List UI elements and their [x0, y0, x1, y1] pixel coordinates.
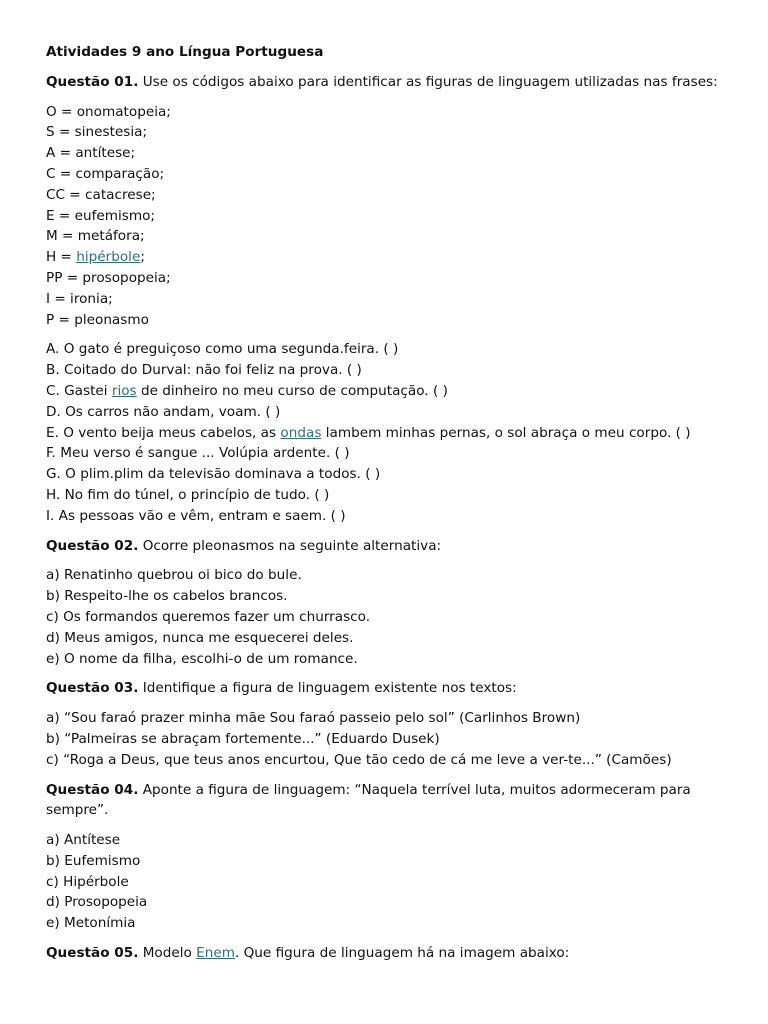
question-02-heading [46, 536, 722, 557]
option-item: d) Prosopopeia [46, 894, 148, 911]
phrase-suffix: lambem minhas pernas, o sol abraça o meu corpo. ( ) [321, 424, 691, 441]
phrase-item-c [46, 381, 722, 402]
option-item: c) Hipérbole [46, 873, 129, 890]
code-item: I = ironia; [46, 290, 113, 307]
code-item: E = eufemismo; [46, 207, 155, 224]
question-05-heading [46, 943, 722, 964]
phrase-suffix: de dinheiro no meu curso de computação. ( ) [136, 382, 448, 399]
code-item-hiperbole [46, 247, 722, 268]
question-01-heading [46, 72, 722, 93]
question-05-label: Questão 05. [46, 945, 139, 962]
phrase-item: G. O plim.plim da televisão dominava a todos. ( ) [46, 466, 381, 483]
question-03-heading [46, 678, 722, 699]
phrase-item-e [46, 423, 722, 444]
question-03-text: Identifique a figura de linguagem existente nos textos: [138, 680, 517, 697]
phrase-item: A. O gato é preguiçoso como uma segunda.feira. ( ) [46, 341, 399, 358]
question-02-options [46, 565, 722, 669]
phrase-item: H. No fim do túnel, o princípio de tudo. ( ) [46, 486, 330, 503]
phrase-prefix: E. O vento beija meus cabelos, as [46, 424, 281, 441]
phrases-list [46, 339, 722, 526]
question-03-label: Questão 03. [46, 680, 139, 697]
phrase-prefix: C. Gastei [46, 382, 112, 399]
option-item: a) “Sou faraó prazer minha mãe Sou faraó passeio pelo sol” (Carlinhos Brown) [46, 710, 581, 727]
question-02-label: Questão 02. [46, 537, 139, 554]
code-item: M = metáfora; [46, 228, 145, 245]
question-02-text: Ocorre pleonasmos na seguinte alternativa: [138, 537, 442, 554]
code-item: P = pleonasmo [46, 311, 149, 328]
code-suffix: ; [140, 249, 145, 266]
option-item: b) Respeito-lhe os cabelos brancos. [46, 588, 288, 605]
hiperbole-link[interactable]: hipérbole [76, 249, 141, 266]
phrase-item: F. Meu verso é sangue ... Volúpia ardente. ( ) [46, 445, 350, 462]
option-item: e) Metonímia [46, 915, 136, 932]
phrase-item: D. Os carros não andam, voam. ( ) [46, 403, 281, 420]
question-01-text: Use os códigos abaixo para identificar as figuras de linguagem utilizadas nas frases: [138, 73, 718, 90]
question-04-text: Aponte a figura de linguagem: “Naquela terrível luta, muitos adormeceram para sempre”. [46, 781, 691, 819]
question-05-post: . Que figura de linguagem há na imagem abaixo: [234, 945, 570, 962]
rios-link[interactable]: rios [111, 382, 137, 399]
enem-link[interactable]: Enem [196, 945, 235, 962]
option-item: b) “Palmeiras se abraçam fortemente...” (Eduardo Dusek) [46, 730, 440, 747]
code-item: A = antítese; [46, 145, 136, 162]
codes-list [46, 102, 722, 331]
option-item: d) Meus amigos, nunca me esquecerei deles. [46, 629, 354, 646]
question-05-pre: Modelo [138, 945, 197, 962]
phrase-item: B. Coitado do Durval: não foi feliz na prova. ( ) [46, 362, 362, 379]
option-item: c) Os formandos queremos fazer um churrasco. [46, 608, 371, 625]
question-04-options [46, 830, 722, 934]
code-prefix: H = [46, 249, 77, 266]
code-item: PP = prosopopeia; [46, 269, 171, 286]
option-item: a) Antítese [46, 832, 121, 849]
code-item: CC = catacrese; [46, 186, 156, 203]
option-item: c) “Roga a Deus, que teus anos encurtou, Que tão cedo de cá me leve a ver-te...” (Camões) [46, 751, 672, 768]
question-01-label: Questão 01. [46, 73, 139, 90]
option-item: a) Renatinho quebrou oi bico do bule. [46, 567, 302, 584]
document-title: Atividades 9 ano Língua Portuguesa [46, 44, 324, 60]
ondas-link[interactable]: ondas [280, 424, 322, 441]
question-03-options [46, 708, 722, 770]
code-item: S = sinestesia; [46, 124, 148, 141]
question-04-heading [46, 780, 722, 822]
phrase-item: I. As pessoas vão e vêm, entram e saem. ( ) [46, 507, 346, 524]
option-item: e) O nome da filha, escolhi-o de um romance. [46, 650, 358, 667]
code-item: C = comparação; [46, 165, 165, 182]
question-04-label: Questão 04. [46, 781, 139, 798]
code-item: O = onomatopeia; [46, 103, 171, 120]
option-item: b) Eufemismo [46, 852, 141, 869]
